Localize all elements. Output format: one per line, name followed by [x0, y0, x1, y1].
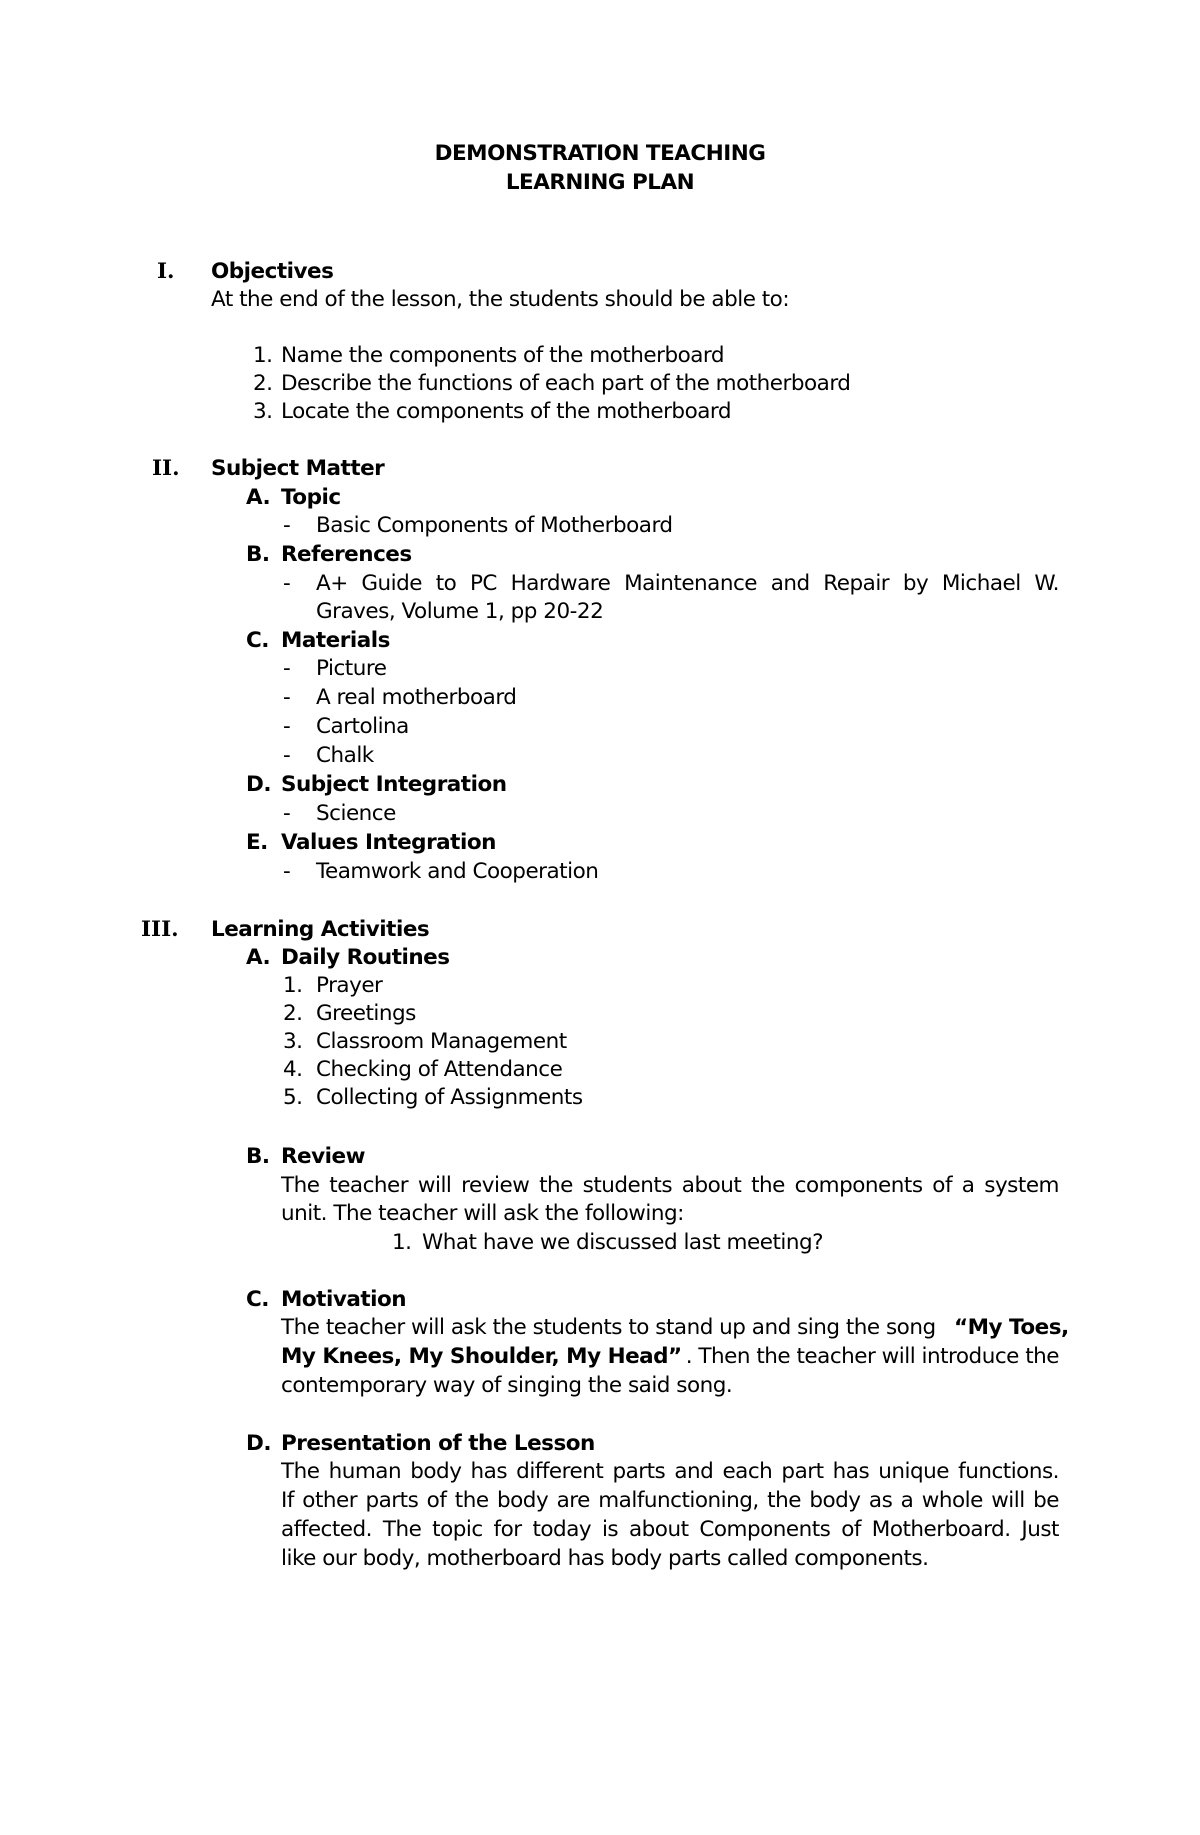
objective-number: 2.	[253, 371, 273, 396]
routine-item: Greetings	[316, 1001, 416, 1026]
list-dash: -	[283, 656, 291, 681]
section-heading-subject-matter: Subject Matter	[211, 456, 385, 481]
subsection-heading-motivation: Motivation	[281, 1287, 407, 1312]
subsection-letter: A.	[246, 945, 271, 970]
review-question-number: 1.	[392, 1230, 412, 1255]
subsection-letter: D.	[246, 772, 272, 797]
subsection-heading-daily-routines: Daily Routines	[281, 945, 450, 970]
material-item: Chalk	[316, 743, 374, 768]
material-item: A real motherboard	[316, 685, 517, 710]
subsection-letter: E.	[246, 830, 268, 855]
routine-number: 4.	[283, 1057, 303, 1082]
reference-line-2: Graves, Volume 1, pp 20-22	[316, 599, 604, 624]
subject-integration-item: Science	[316, 801, 396, 826]
subsection-heading-subject-integration: Subject Integration	[281, 772, 507, 797]
topic-item: Basic Components of Motherboard	[316, 513, 673, 538]
list-dash: -	[283, 571, 291, 596]
subsection-letter: A.	[246, 485, 271, 510]
subsection-heading-materials: Materials	[281, 628, 390, 653]
presentation-line-4: like our body, motherboard has body parts called components.	[281, 1546, 929, 1571]
routine-number: 5.	[283, 1085, 303, 1110]
routine-number: 2.	[283, 1001, 303, 1026]
section-numeral-subject-matter: II.	[152, 456, 180, 481]
objective-item: Name the components of the motherboard	[281, 343, 725, 368]
motivation-line-3: contemporary way of singing the said song.	[281, 1373, 733, 1398]
routine-number: 1.	[283, 973, 303, 998]
document-title-line2: LEARNING PLAN	[505, 170, 695, 195]
review-paragraph-line-1: The teacher will review the students about the components of a system	[281, 1173, 1059, 1198]
list-dash: -	[283, 743, 291, 768]
routine-number: 3.	[283, 1029, 303, 1054]
motivation-line-2-text: . Then the teacher will introduce the	[685, 1344, 1059, 1369]
presentation-line-2: If other parts of the body are malfunctioning, the body as a whole will be	[281, 1488, 1059, 1513]
reference-line-1: A+ Guide to PC Hardware Maintenance and Repair by Michael W.	[316, 571, 1059, 596]
subsection-letter: C.	[246, 628, 269, 653]
list-dash: -	[283, 685, 291, 710]
section-numeral-learning-activities: III.	[141, 917, 179, 942]
objective-number: 1.	[253, 343, 273, 368]
subsection-letter: C.	[246, 1287, 269, 1312]
subsection-letter: B.	[246, 1144, 270, 1169]
objectives-intro: At the end of the lesson, the students should be able to:	[211, 287, 790, 312]
subsection-heading-references: References	[281, 542, 412, 567]
objective-number: 3.	[253, 399, 273, 424]
list-dash: -	[283, 714, 291, 739]
motivation-line-2	[281, 1343, 1059, 1371]
list-dash: -	[283, 859, 291, 884]
subsection-heading-presentation: Presentation of the Lesson	[281, 1431, 595, 1456]
motivation-song-title-part-1: “My Toes,	[954, 1315, 1069, 1340]
list-dash: -	[283, 801, 291, 826]
subsection-letter: D.	[246, 1431, 272, 1456]
routine-item: Prayer	[316, 973, 383, 998]
motivation-song-title-part-2: My Knees, My Shoulder, My Head”	[281, 1344, 682, 1369]
subsection-heading-values-integration: Values Integration	[281, 830, 496, 855]
objective-item: Locate the components of the motherboard	[281, 399, 732, 424]
subsection-heading-review: Review	[281, 1144, 365, 1169]
routine-item: Collecting of Assignments	[316, 1085, 583, 1110]
review-paragraph-line-2: unit. The teacher will ask the following:	[281, 1201, 684, 1226]
routine-item: Classroom Management	[316, 1029, 567, 1054]
values-integration-item: Teamwork and Cooperation	[316, 859, 599, 884]
subsection-letter: B.	[246, 542, 270, 567]
motivation-line-1-text: The teacher will ask the students to stand up and sing the song	[281, 1315, 936, 1340]
motivation-line-1	[281, 1314, 1069, 1342]
list-dash: -	[283, 513, 291, 538]
material-item: Cartolina	[316, 714, 409, 739]
review-question: What have we discussed last meeting?	[422, 1230, 824, 1255]
routine-item: Checking of Attendance	[316, 1057, 563, 1082]
presentation-line-3: affected. The topic for today is about Components of Motherboard. Just	[281, 1517, 1059, 1542]
subsection-heading-topic: Topic	[281, 485, 341, 510]
section-numeral-objectives: I.	[157, 259, 175, 284]
presentation-line-1: The human body has different parts and each part has unique functions.	[281, 1459, 1059, 1484]
objective-item: Describe the functions of each part of the motherboard	[281, 371, 851, 396]
document-title-line1: DEMONSTRATION TEACHING	[434, 141, 766, 166]
section-heading-learning-activities: Learning Activities	[211, 917, 430, 942]
section-heading-objectives: Objectives	[211, 259, 334, 284]
material-item: Picture	[316, 656, 387, 681]
